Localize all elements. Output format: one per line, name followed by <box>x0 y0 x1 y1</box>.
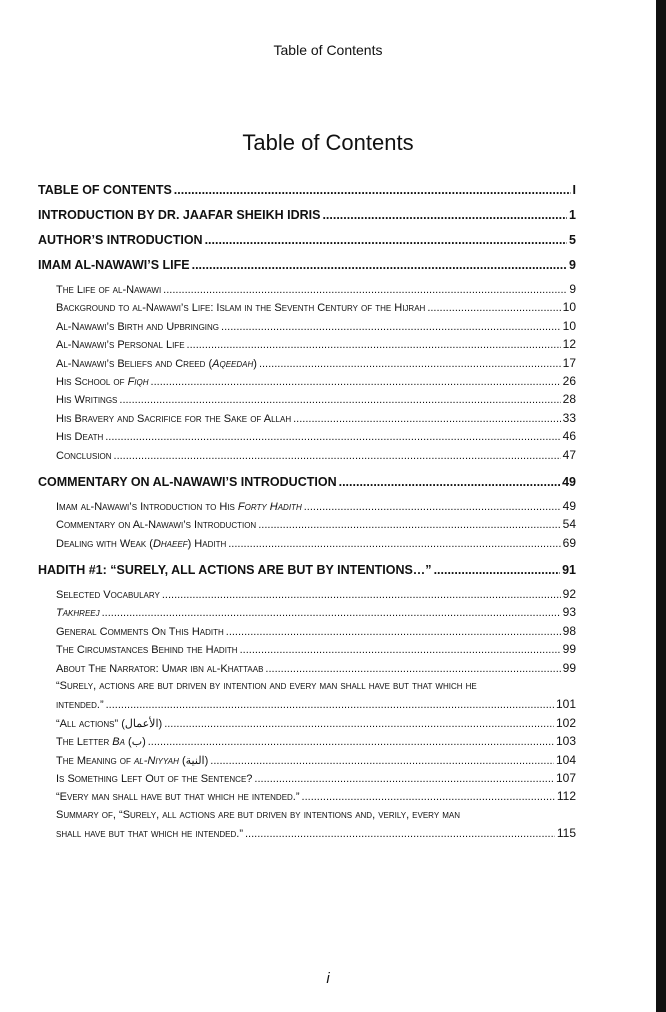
toc-subentry[interactable]: General Comments On This Hadith ..... 98 <box>56 622 576 640</box>
page-title: Table of Contents <box>242 130 414 155</box>
page-number: i <box>326 970 330 987</box>
toc-subentry[interactable]: Is Something Left Out of the Sentence? ..... 107 <box>56 769 576 787</box>
toc-subentry[interactable]: Dealing with Weak (Dhaeef) Hadith ..... 69 <box>56 534 576 552</box>
toc-subentry[interactable]: intended.” ..... 101 <box>56 695 576 713</box>
toc-subentry-first-line[interactable]: Summary of, “Surely, all actions are but driven by intentions and, verily, every man <box>56 808 460 821</box>
toc-subentry[interactable]: The Circumstances Behind the Hadith ..... 99 <box>56 640 576 658</box>
table-of-contents <box>38 180 576 843</box>
toc-subentry[interactable]: The Life of al-Nawawi ..... 9 <box>56 280 576 298</box>
toc-subentry[interactable]: Al-Nawawi’s Beliefs and Creed (Aqeedah) ..... 17 <box>56 354 576 372</box>
running-head: Table of Contents <box>273 42 383 58</box>
toc-subentry[interactable]: About The Narrator: Umar ibn al-Khattaab ..... 99 <box>56 659 576 677</box>
toc-entry-table-of-contents[interactable]: TABLE OF CONTENTS ..... I <box>38 183 576 197</box>
toc-subentry[interactable]: His Writings ..... 28 <box>56 390 576 408</box>
toc-entry-commentary-introduction[interactable]: COMMENTARY ON AL-NAWAWI’S INTRODUCTION ..... 49 <box>38 475 576 489</box>
toc-subentry[interactable]: “All actions” (الأعمال) ..... 102 <box>56 714 576 732</box>
page-edge-bar <box>656 0 666 1012</box>
toc-subentry[interactable]: Imam al-Nawawi’s Introduction to His Forty Hadith ..... 49 <box>56 497 576 515</box>
toc-subentry[interactable]: “Every man shall have but that which he intended.” ..... 112 <box>56 787 576 805</box>
toc-entry-introduction-by-idris[interactable]: INTRODUCTION BY DR. JAAFAR SHEIKH IDRIS ..... 1 <box>38 208 576 222</box>
toc-subentry-first-line[interactable]: “Surely, actions are but driven by intention and every man shall have but that which he <box>56 680 477 693</box>
toc-subentry[interactable]: The Letter Ba (ب) ..... 103 <box>56 732 576 750</box>
toc-subentry[interactable]: Al-Nawawi’s Birth and Upbringing ..... 10 <box>56 317 576 335</box>
toc-entry-imam-nawawi-life[interactable]: IMAM AL-NAWAWI’S LIFE ..... 9 <box>38 258 576 272</box>
toc-subentry[interactable]: Takhreej ..... 93 <box>56 603 576 621</box>
toc-subentry[interactable]: Al-Nawawi’s Personal Life ..... 12 <box>56 335 576 353</box>
toc-subentry[interactable]: His Bravery and Sacrifice for the Sake of Allah ..... 33 <box>56 409 576 427</box>
toc-subentry[interactable]: His School of Fiqh ..... 26 <box>56 372 576 390</box>
toc-entry-authors-introduction[interactable]: AUTHOR’S INTRODUCTION ..... 5 <box>38 233 576 247</box>
toc-subentry[interactable]: Background to al-Nawawi’s Life: Islam in the Seventh Century of the Hijrah ..... 10 <box>56 298 576 316</box>
toc-subentry[interactable]: His Death ..... 46 <box>56 427 576 445</box>
toc-subentry[interactable]: Commentary on Al-Nawawi’s Introduction ..... 54 <box>56 515 576 533</box>
toc-entry-hadith-1[interactable]: HADITH #1: “SURELY, ALL ACTIONS ARE BUT BY INTENTIONS…” ..... 91 <box>38 563 576 577</box>
toc-subentry[interactable]: shall have but that which he intended.” ..... 115 <box>56 824 576 842</box>
toc-subentry[interactable]: Selected Vocabulary ..... 92 <box>56 585 576 603</box>
toc-subentry[interactable]: The Meaning of al-Niyyah (النية) ..... 104 <box>56 751 576 769</box>
toc-subentry[interactable]: Conclusion ..... 47 <box>56 446 576 464</box>
